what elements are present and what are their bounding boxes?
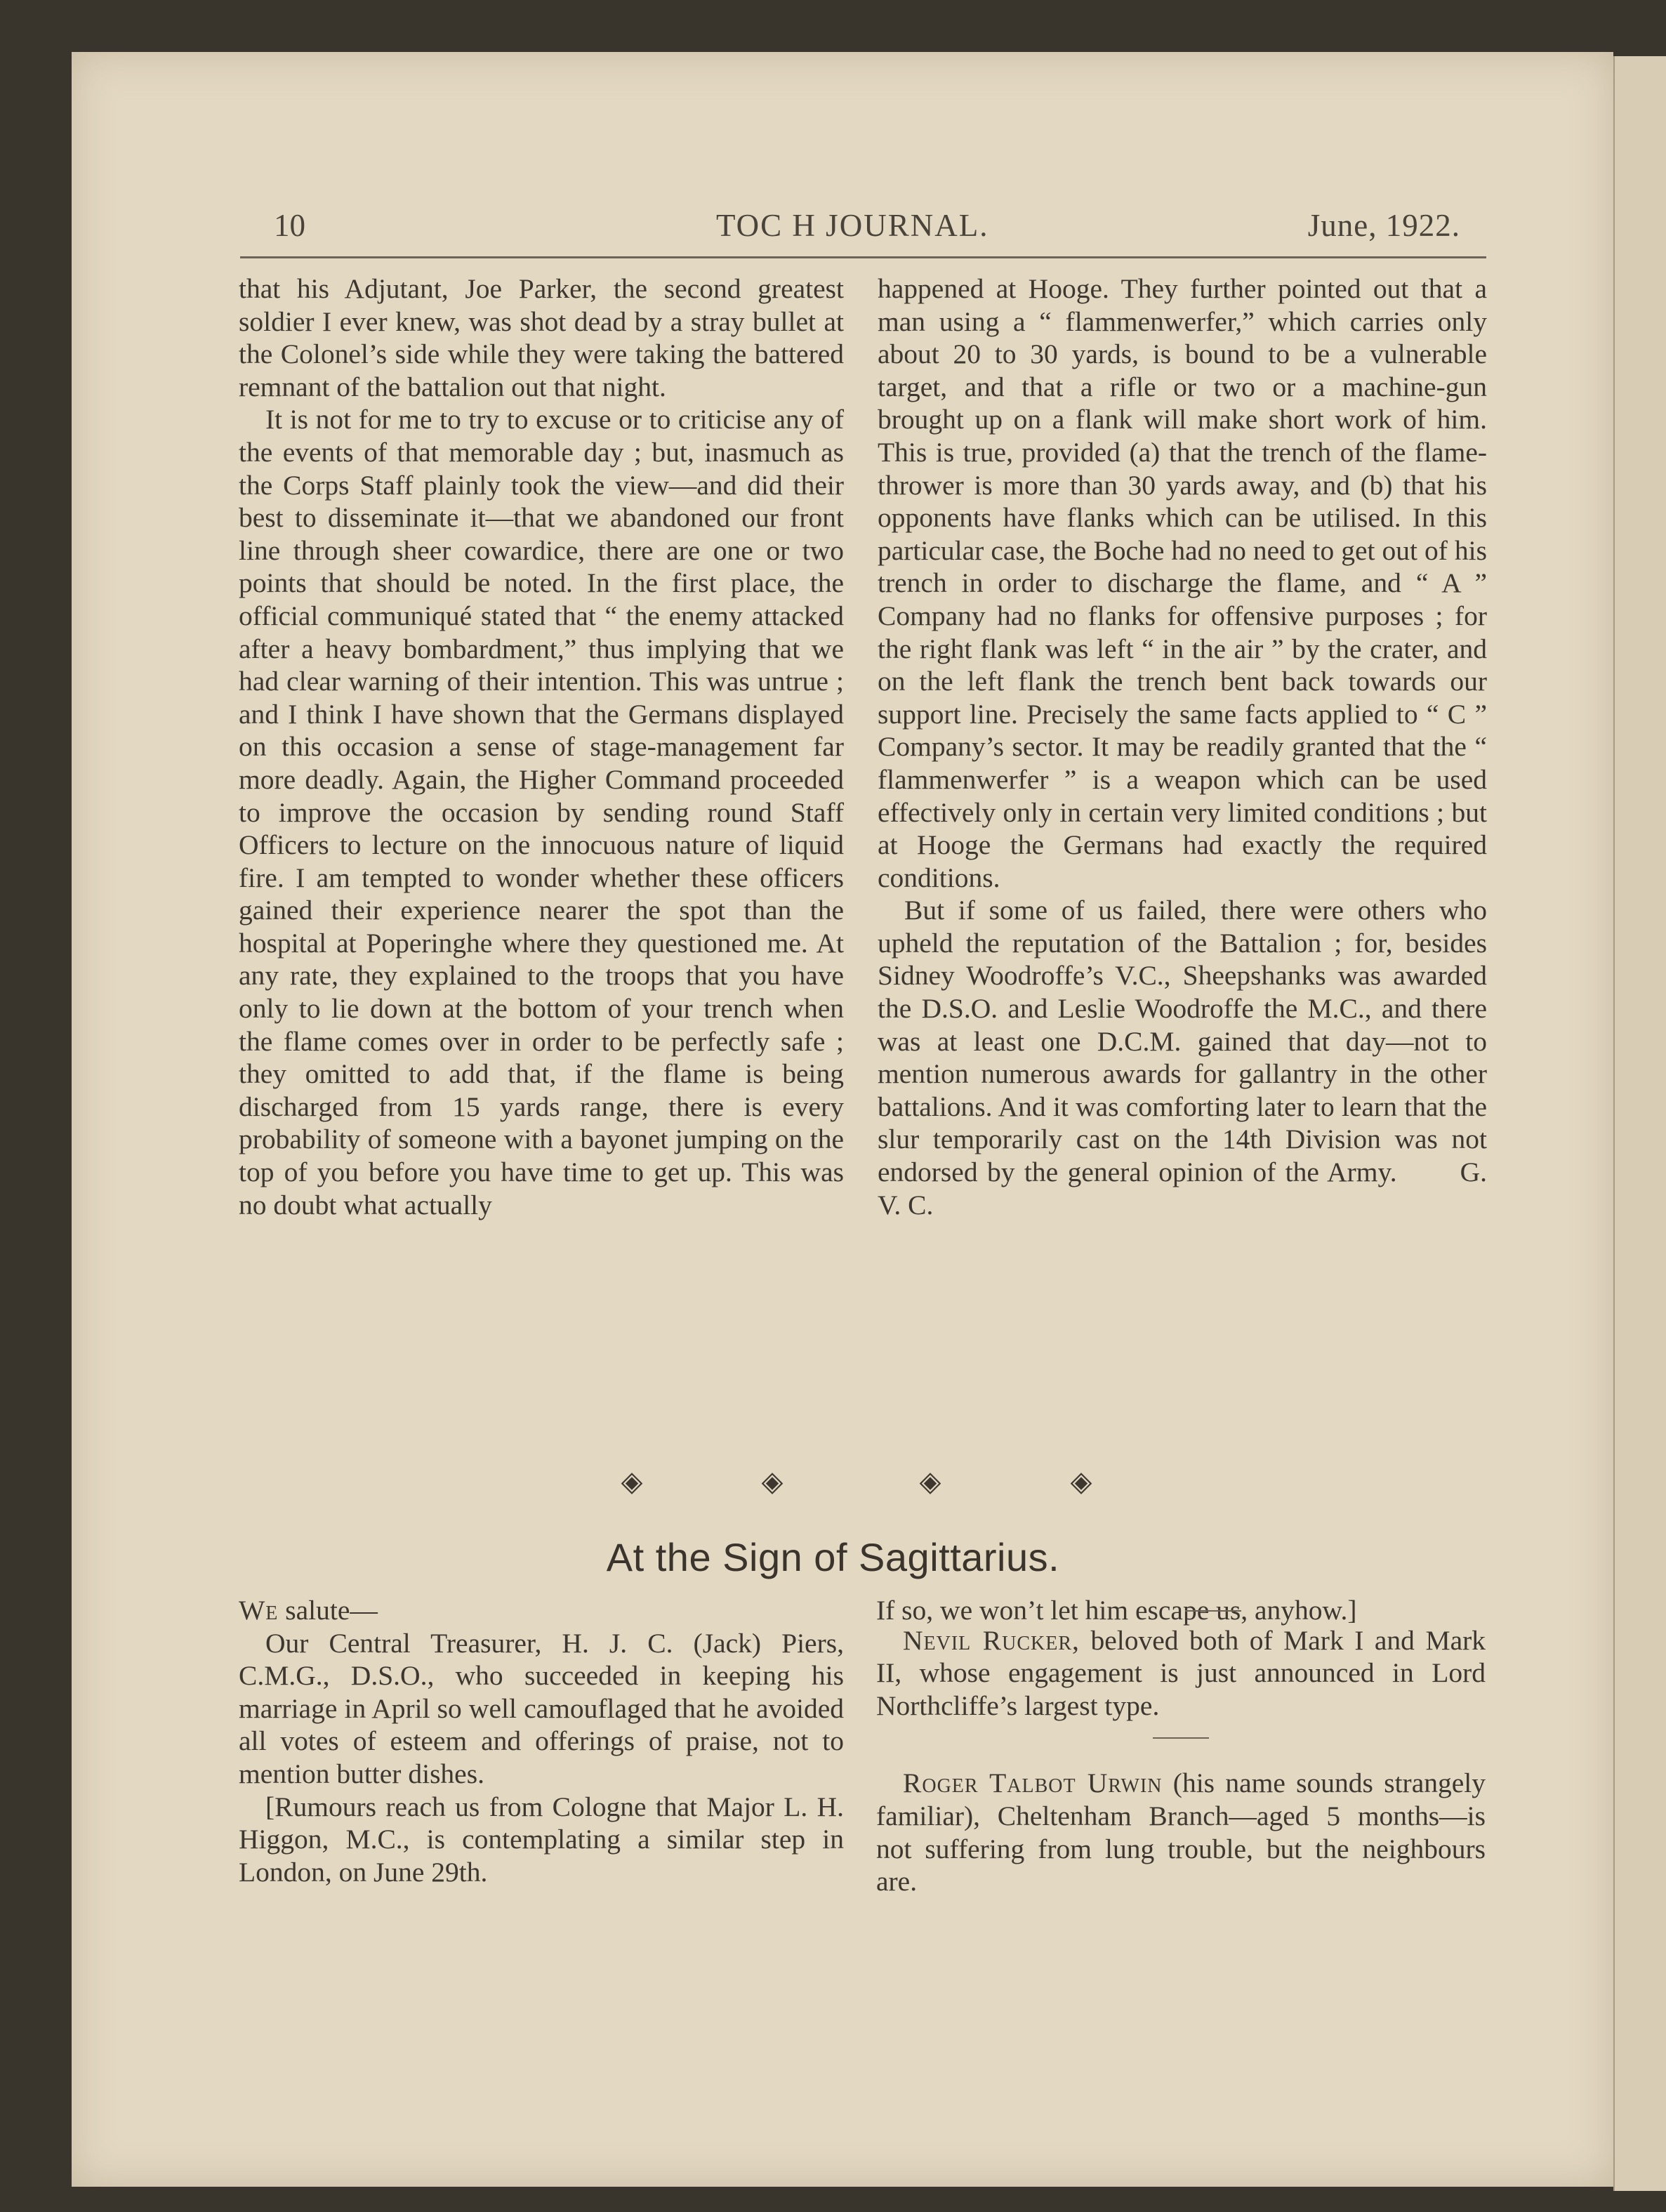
journal-title: TOC H JOURNAL. bbox=[716, 208, 989, 243]
entry-text: beloved both of Mark I and Mark II, whose engagement is just announced in Lord Northcliffe’s largest type. bbox=[876, 1624, 1486, 1721]
paragraph: that his Adjutant, Joe Parker, the second greatest soldier I ever knew, was shot dead by a stray bullet at the Colonel’s side while they were taking the battered remnant of the battalion out that night. bbox=[239, 273, 844, 402]
ornament-diamond-icon: ◈ bbox=[621, 1466, 643, 1497]
paragraph-text: But if some of us failed, there were others who upheld the reputation of the Battalion ; for, besides Sidney Woodroffe’s V.C., Sheepshanks was awarded the D.S.O. and Leslie Woodroffe the M.C., and there was at least one D.C.M. gained that day—not to mention numerous awards for gallantry in the other battalions. And it was comforting later to learn that the slur temporarily cast on the 14th Division was not endorsed by the general opinion of the Army. bbox=[878, 895, 1487, 1188]
paragraph: If so, we won’t let him escape us, anyhow.] bbox=[876, 1595, 1357, 1626]
salutation bbox=[239, 1594, 844, 1627]
header-rule bbox=[240, 256, 1486, 258]
salutation-text: salute— bbox=[278, 1595, 378, 1626]
article1-left-column bbox=[239, 272, 844, 1221]
paragraph: happened at Hooge. They further pointed out that a man using a “ flammenwerfer,” which carries only about 20 to 30 yards, is bound to be a vulnerable target, and that a rifle or two or a machine-gun brought up on a flank will make short work of him. This is true, provided (a) that the trench of the flame-thrower is more than 30 yards away, and (b) that his opponents have flanks which can be utilised. In this particular case, the Boche had no need to get out of his trench in order to discharge the flame, and “ A ” Company had no flanks for offensive purposes ; for the right flank was left “ in the air ” by the crater, and on the left flank the trench bent back towards our support line. Precisely the same facts applied to “ C ” Company’s sector. It may be readily granted that the “ flammenwerfer ” is a weapon which can be used effectively only in certain very limited conditions ; but at Hooge the Germans had exactly the required conditions. bbox=[878, 273, 1487, 893]
article2-left-column bbox=[239, 1594, 844, 1888]
separator-rule bbox=[1185, 1610, 1241, 1612]
separator-rule bbox=[1153, 1737, 1209, 1739]
paragraph: It is not for me to try to excuse or to criticise any of the events of that memorable day ; but, inasmuch as the Corps Staff plainly took the view—and did their best to disseminate it—that we abandoned our front line through sheer cowardice, there are one or two points that should be noted. In the first place, the official communiqué stated that “ the enemy attacked after a heavy bombardment,” thus implying that we had clear warning of their intention. This was untrue ; and I think I have shown that the Germans displayed on this occasion a sense of stage-management far more deadly. Again, the Higher Command proceeded to improve the occasion by sending round Staff Officers to lecture on the innocuous nature of liquid fire. I am tempted to wonder whether these officers gained their experience nearer the spot than the hospital at Poperinghe where they questioned me. At any rate, they explained to the troops that you have only to lie down at the bottom of your trench when the flame comes over in order to be perfectly safe ; they omitted to add that, if the flame is being discharged from 15 yards range, there is every probability of someone with a bayonet jumping on the top of you before you have time to get up. This was no doubt what actually bbox=[239, 404, 844, 1220]
author-signature: G. V. C. bbox=[878, 1157, 1487, 1220]
entry bbox=[876, 1624, 1486, 1723]
paragraph-with-signature bbox=[878, 894, 1487, 1221]
running-header bbox=[274, 207, 1460, 249]
issue-date: June, 1922. bbox=[1307, 208, 1460, 243]
article2-right-column bbox=[876, 1594, 1486, 1898]
entry-text: (his name sounds strangely familiar), Cheltenham Branch—aged 5 months—is not suffering from lung trouble, but the neighbours are. bbox=[876, 1767, 1486, 1897]
entry-name: Roger Talbot Urwin bbox=[903, 1767, 1163, 1799]
ornament-diamond-icon: ◈ bbox=[1070, 1466, 1092, 1497]
salutation-caps: We bbox=[239, 1595, 279, 1626]
entry-name: Nevil Rucker, bbox=[903, 1624, 1080, 1656]
article2-title: At the Sign of Sagittarius. bbox=[606, 1535, 1060, 1579]
paragraph: [Rumours reach us from Cologne that Major L. H. Higgon, M.C., is contemplating a similar step in London, on June 29th. bbox=[239, 1791, 844, 1888]
ornament-diamond-icon: ◈ bbox=[919, 1466, 941, 1497]
entry bbox=[876, 1767, 1486, 1897]
paragraph: Our Central Treasurer, H. J. C. (Jack) Piers, C.M.G., D.S.O., who succeeded in keeping his marriage in April so well camouflaged that he avoided all votes of esteem and offerings of praise, not to mention butter dishes. bbox=[239, 1627, 844, 1789]
section-ornaments bbox=[618, 1468, 1095, 1503]
article1-right-column bbox=[878, 272, 1487, 1221]
ornament-diamond-icon: ◈ bbox=[761, 1466, 784, 1497]
adjacent-page-edge bbox=[1613, 56, 1666, 2191]
page-number: 10 bbox=[274, 208, 305, 243]
